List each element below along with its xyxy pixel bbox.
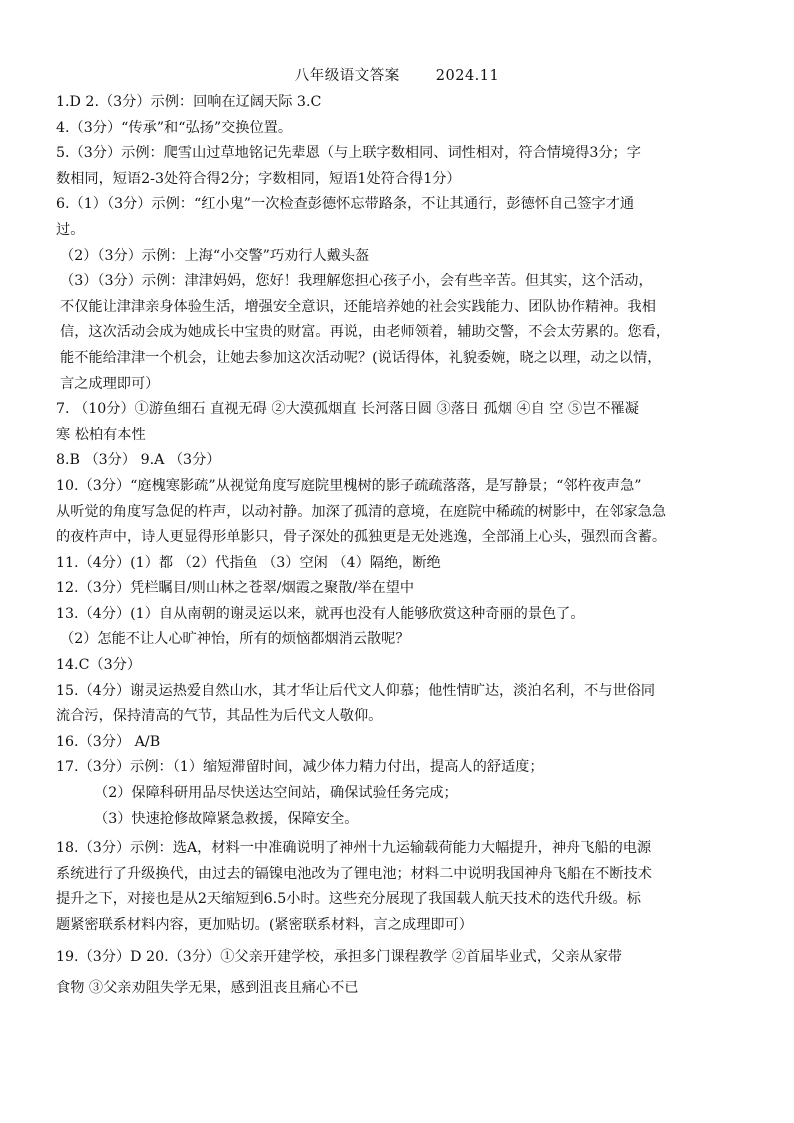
answer-line-12: 言之成理即可） [60,375,160,392]
answer-line-33: 题紧密联系材料内容，更加贴切。(紧密联系材料，言之成理即可） [56,917,473,933]
answer-line-25: 流合污，保持清高的气节，其品性为后代文人敬仰。 [56,708,383,725]
answer-line-29: （3）快速抢修故障紧急救援，保障安全。 [94,810,359,827]
answer-line-5: 6.（1）（3分）示例：“红小鬼”一次检查彭德怀忘带路条，不让其通行，彭德怀自己签字才通 [56,196,635,213]
answer-line-20: 12.（3分）凭栏瞩目/则山林之苍翠/烟霞之聚散/举在望中 [56,580,415,597]
answer-line-24: 15.（4分）谢灵运热爱自然山水，其才华让后代文人仰慕；他性情旷达，淡泊名利，不与世俗同 [56,682,656,699]
answer-line-13: 7. （10分）①游鱼细石 直视无碍 ②大漠孤烟直 长河落日圆 ③落日 孤烟 ④自 空 ⑤岂不罹凝 [56,401,639,418]
answer-line-2: 4.（3分）“传承”和“弘扬”交换位置。 [56,119,293,136]
answer-line-23: 14.C（3分） [56,657,142,674]
answer-line-30: 18.（3分）示例：选A，材料一中准确说明了神州十九运输载荷能力大幅提升，神舟飞船的电源 [56,840,652,857]
title-date: 2024.11 [435,68,500,84]
answer-line-17: 从听觉的角度写急促的杵声，以动衬静。加深了孤清的意境，在庭院中稀疏的树影中，在邻家急急 [56,503,667,520]
answer-line-22: （2）怎能不让人心旷神怡，所有的烦恼都烟消云散呢？ [60,631,410,648]
answer-line-19: 11.（4分）(1）都 （2）代指鱼 （3）空闲 （4）隔绝，断绝 [56,554,441,571]
answer-line-35: 食物 ③父亲劝阻失学无果，感到沮丧且痛心不已 [56,980,359,997]
title-text: 八年级语文答案 [294,68,400,84]
answer-line-32: 提升之下，对接也是从2天缩短到6.5小时。这些充分展现了我国载人航天技术的迭代升级。标 [56,891,641,908]
answer-line-4: 数相同，短语2-3处符合得2分；字数相同，短语1处符合得1分） [56,170,461,187]
page-title [0,64,794,85]
answer-line-3: 5.（3分）示例：爬雪山过草地铭记先辈恩（与上联字数相同、词性相对，符合情境得3分；字 [56,145,641,162]
answer-line-8: （3）（3分）示例：津津妈妈，您好！我理解您担心孩子小，会有些辛苦。但其实，这个活动， [60,273,653,290]
answer-line-9: 不仅能让津津亲身体验生活，增强安全意识，还能培养她的社会实践能力、团队协作精神。我相 [60,298,656,315]
answer-line-26: 16.（3分） A/B [56,733,161,750]
answer-content [56,90,740,1002]
answer-line-11: 能不能给津津一个机会，让她去参加这次活动呢？(说话得体，礼貌委婉，晓之以理，动之以情， [60,349,662,366]
answer-line-31: 系统进行了升级换代，由过去的镉镍电池改为了锂电池；材料二中说明我国神舟飞船在不断技术 [56,865,652,882]
answer-line-27: 17.（3分）示例：（1）缩短滞留时间，减少体力精力付出，提高人的舒适度； [56,759,544,776]
answer-line-34: 19.（3分）D 20.（3分）①父亲开建学校，承担多门课程教学 ②首届毕业式，父亲从家带 [56,948,622,965]
answer-line-14: 寒 松柏有本性 [56,426,146,443]
answer-line-16: 10.（3分）“庭槐寒影疏”从视觉角度写庭院里槐树的影子疏疏落落，是写静景；“邻杵夜声急” [56,477,642,494]
answer-line-15: 8.B （3分） 9.A （3分） [56,452,221,469]
answer-line-6: 过。 [56,221,85,238]
answer-line-28: （2）保障科研用品尽快送达空间站，确保试验任务完成； [94,785,458,802]
answer-line-18: 的夜杵声中，诗人更显得形单影只，骨子深处的孤独更是无处逃逸，全部涌上心头，强烈而含蓄。 [56,529,667,546]
answer-line-1: 1.D 2.（3分）示例：回响在辽阔天际 3.C [56,94,322,110]
answer-line-21: 13.（4分）(1）自从南朝的谢灵运以来，就再也没有人能够欣赏这种奇丽的景色了。 [56,605,585,622]
answer-line-7: （2）（3分）示例：上海“小交警”巧劝行人戴头盔 [60,247,370,264]
answer-line-10: 信，这次活动会成为她成长中宝贵的财富。再说，由老师领着，辅助交警，不会太劳累的。您看， [60,324,671,341]
